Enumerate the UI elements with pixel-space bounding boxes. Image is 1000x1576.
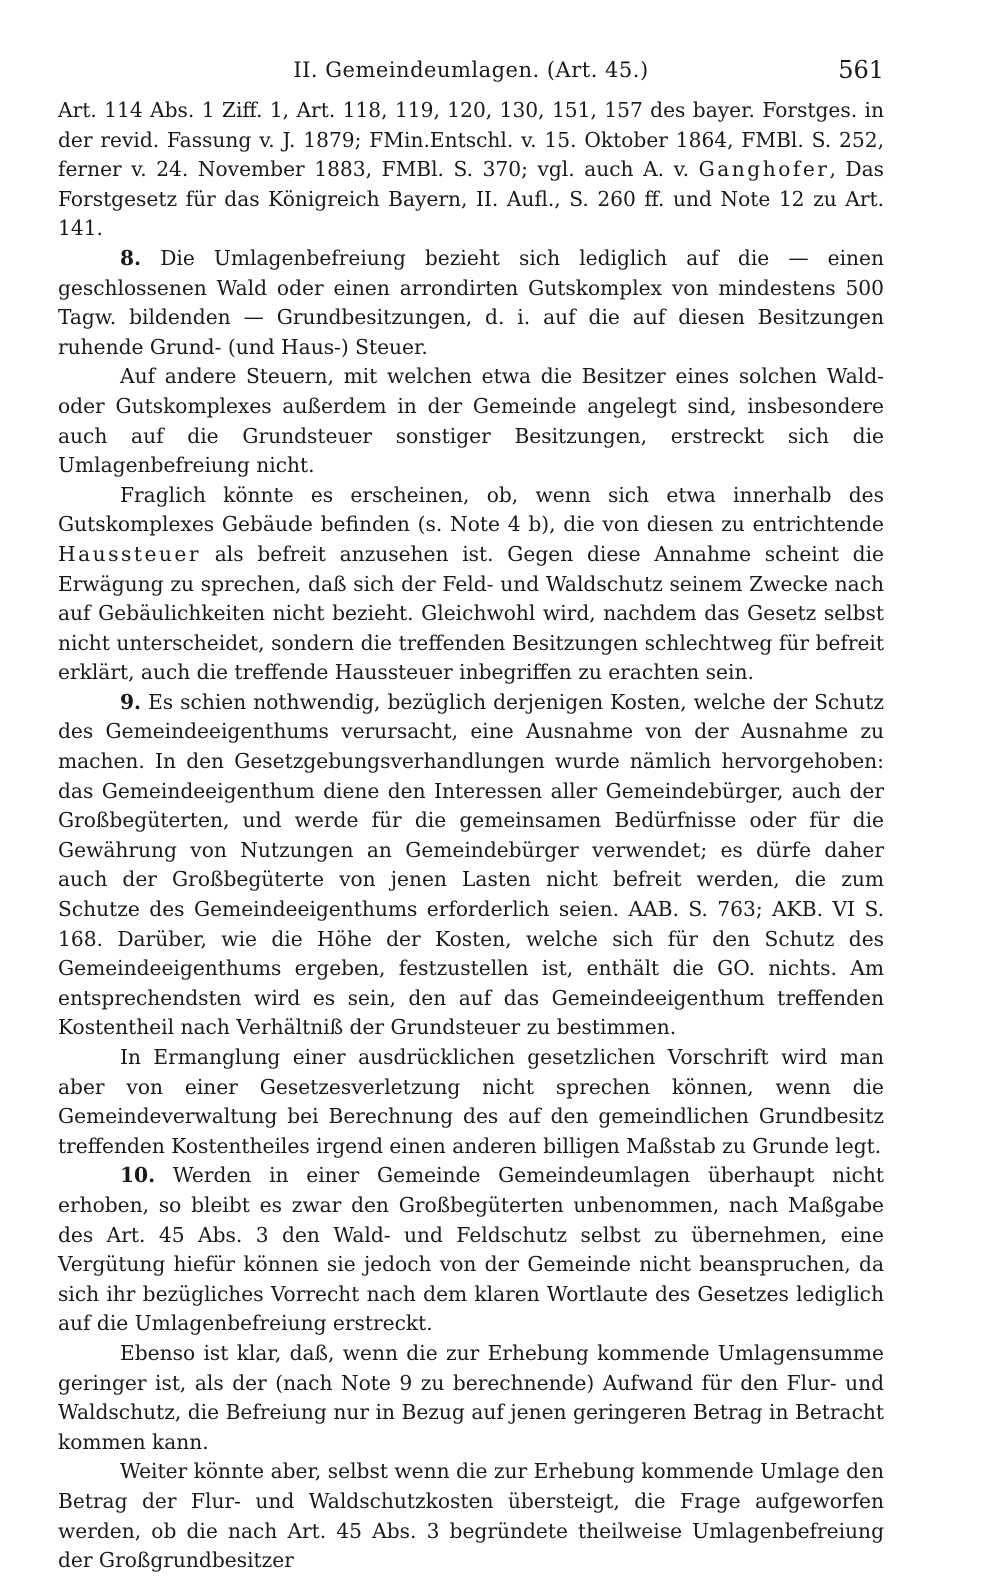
running-title: II. Gemeindeumlagen. (Art. 45.) [293,58,649,82]
note-number: 9. [120,689,142,714]
note-number: 10. [120,1163,156,1188]
page-number: 561 [838,56,884,84]
paragraph-text: Auf andere Steuern, mit welchen etwa die Besitzer eines solchen Wald- oder Gutskomplexes außerdem in der Gemeinde angelegt sind, insbesondere auch auf die Grundsteuer sonstiger Besitzungen, erstreckt sich die Umlagenbefreiung nicht. [58,364,884,478]
paragraph [58,1161,884,1339]
paragraph [58,244,884,362]
paragraph-text: Es schien nothwendig, bezüglich derjenigen Kosten, welche der Schutz des Gemeindeeigenthums verursacht, eine Ausnahme von der Ausnahme zu machen. In den Gesetzgebungsverhandlungen wurde nämlich hervorgehoben: das Gemeindeeigenthum diene den Interessen aller Gemeindebürger, auch der Großbegüterten, und werde für die gemeinsamen Bedürfnisse oder für die Gewährung von Nutzungen an Gemeindebürger verwendet; es dürfe daher auch der Großbegüterte von jenen Lasten nicht befreit werden, die zum Schutze des Gemeindeeigenthums erforderlich seien. AAB. S. 763; AKB. VI S. 168. Darüber, wie die Höhe der Kosten, welche sich für den Schutz des Gemeindeeigenthums ergeben, festzustellen ist, enthält die GO. nichts. Am entsprechendsten wird es sein, den auf das Gemeindeeigenthum treffenden Kostentheil nach Verhältniß der Grundsteuer zu bestimmen. [58,689,884,1040]
spaced-text: Haussteuer [58,541,202,566]
paragraph-text: als befreit anzusehen ist. Gegen diese Annahme scheint die Erwägung zu sprechen, daß sich der Feld- und Waldschutz seinem Zwecke nach auf Gebäulichkeiten nicht bezieht. Gleichwohl wird, nachdem das Gesetz selbst nicht unterscheidet, sondern die treffenden Besitzungen schlechtweg für befreit erklärt, auch die treffende Haussteuer inbegriffen zu erachten sein. [58,541,884,685]
paragraph-text: Fraglich könnte es erscheinen, ob, wenn sich etwa innerhalb des Gutskomplexes Gebäude befinden (s. Note 4 b), die von diesen zu entrichtende [58,482,884,537]
paragraph [58,688,884,1043]
paragraph [58,96,884,244]
spaced-text: Ganghofer [698,157,830,182]
paragraph-text: Ebenso ist klar, daß, wenn die zur Erhebung kommende Umlagensumme geringer ist, als der (nach Note 9 zu berechnende) Aufwand für den Flur- und Waldschutz, die Befreiung nur in Bezug auf jenen geringeren Betrag in Betracht kommen kann. [58,1340,884,1454]
book-page [58,58,884,1576]
paragraph-text: In Ermanglung einer ausdrücklichen gesetzlichen Vorschrift wird man aber von einer Gesetzesverletzung nicht sprechen können, wenn die Gemeindeverwaltung bei Berechnung des auf den gemeindlichen Grundbesitz treffenden Kostentheiles irgend einen anderen billigen Maßstab zu Grunde legt. [58,1045,884,1158]
paragraph-text: , Das Forstgesetz für das Königreich Bayern, II. Aufl., S. 260 ff. und Note 12 zu Art. 141. [58,157,885,241]
running-header [58,58,884,96]
paragraph-text: Die Umlagenbefreiung bezieht sich lediglich auf die — einen geschlossenen Wald oder einen arrondirten Gutskomplex von mindestens 500 Tagw. bildenden — Grundbesitzungen, d. i. auf die auf diesen Besitzungen ruhende Grund- (und Haus-) Steuer. [58,245,884,359]
paragraph [58,362,884,480]
paragraph-text: Art. 114 Abs. 1 Ziff. 1, Art. 118, 119, 120, 130, 151, 157 des bayer. Forstges. in der revid. Fassung v. J. 1879; FMin.Entschl. v. 15. Oktober 1864, FMBl. S. 252, ferner v. 24. November 1883, FMBl. S. 370; vgl. auch A. v. [58,98,884,182]
paragraph [58,1339,884,1457]
paragraph-text: Werden in einer Gemeinde Gemeindeumlagen überhaupt nicht erhoben, so bleibt es zwar den Großbegüterten unbenommen, nach Maßgabe des Art. 45 Abs. 3 den Wald- und Feldschutz selbst zu übernehmen, eine Vergütung hiefür können sie jedoch von der Gemeinde nicht beanspruchen, da sich ihr bezügliches Vorrecht nach dem klaren Wortlaute des Gesetzes lediglich auf die Umlagenbefreiung erstreckt. [58,1163,884,1336]
note-number: 8. [120,245,142,270]
paragraph [58,481,884,688]
paragraph [58,1043,884,1161]
body-text [58,96,884,1576]
paragraph-text: Weiter könnte aber, selbst wenn die zur Erhebung kommende Umlage den Betrag der Flur- und Waldschutzkosten übersteigt, die Frage aufgeworfen werden, ob die nach Art. 45 Abs. 3 begründete theilweise Umlagenbefreiung der Großgrundbesitzer [58,1459,884,1573]
paragraph [58,1457,884,1575]
